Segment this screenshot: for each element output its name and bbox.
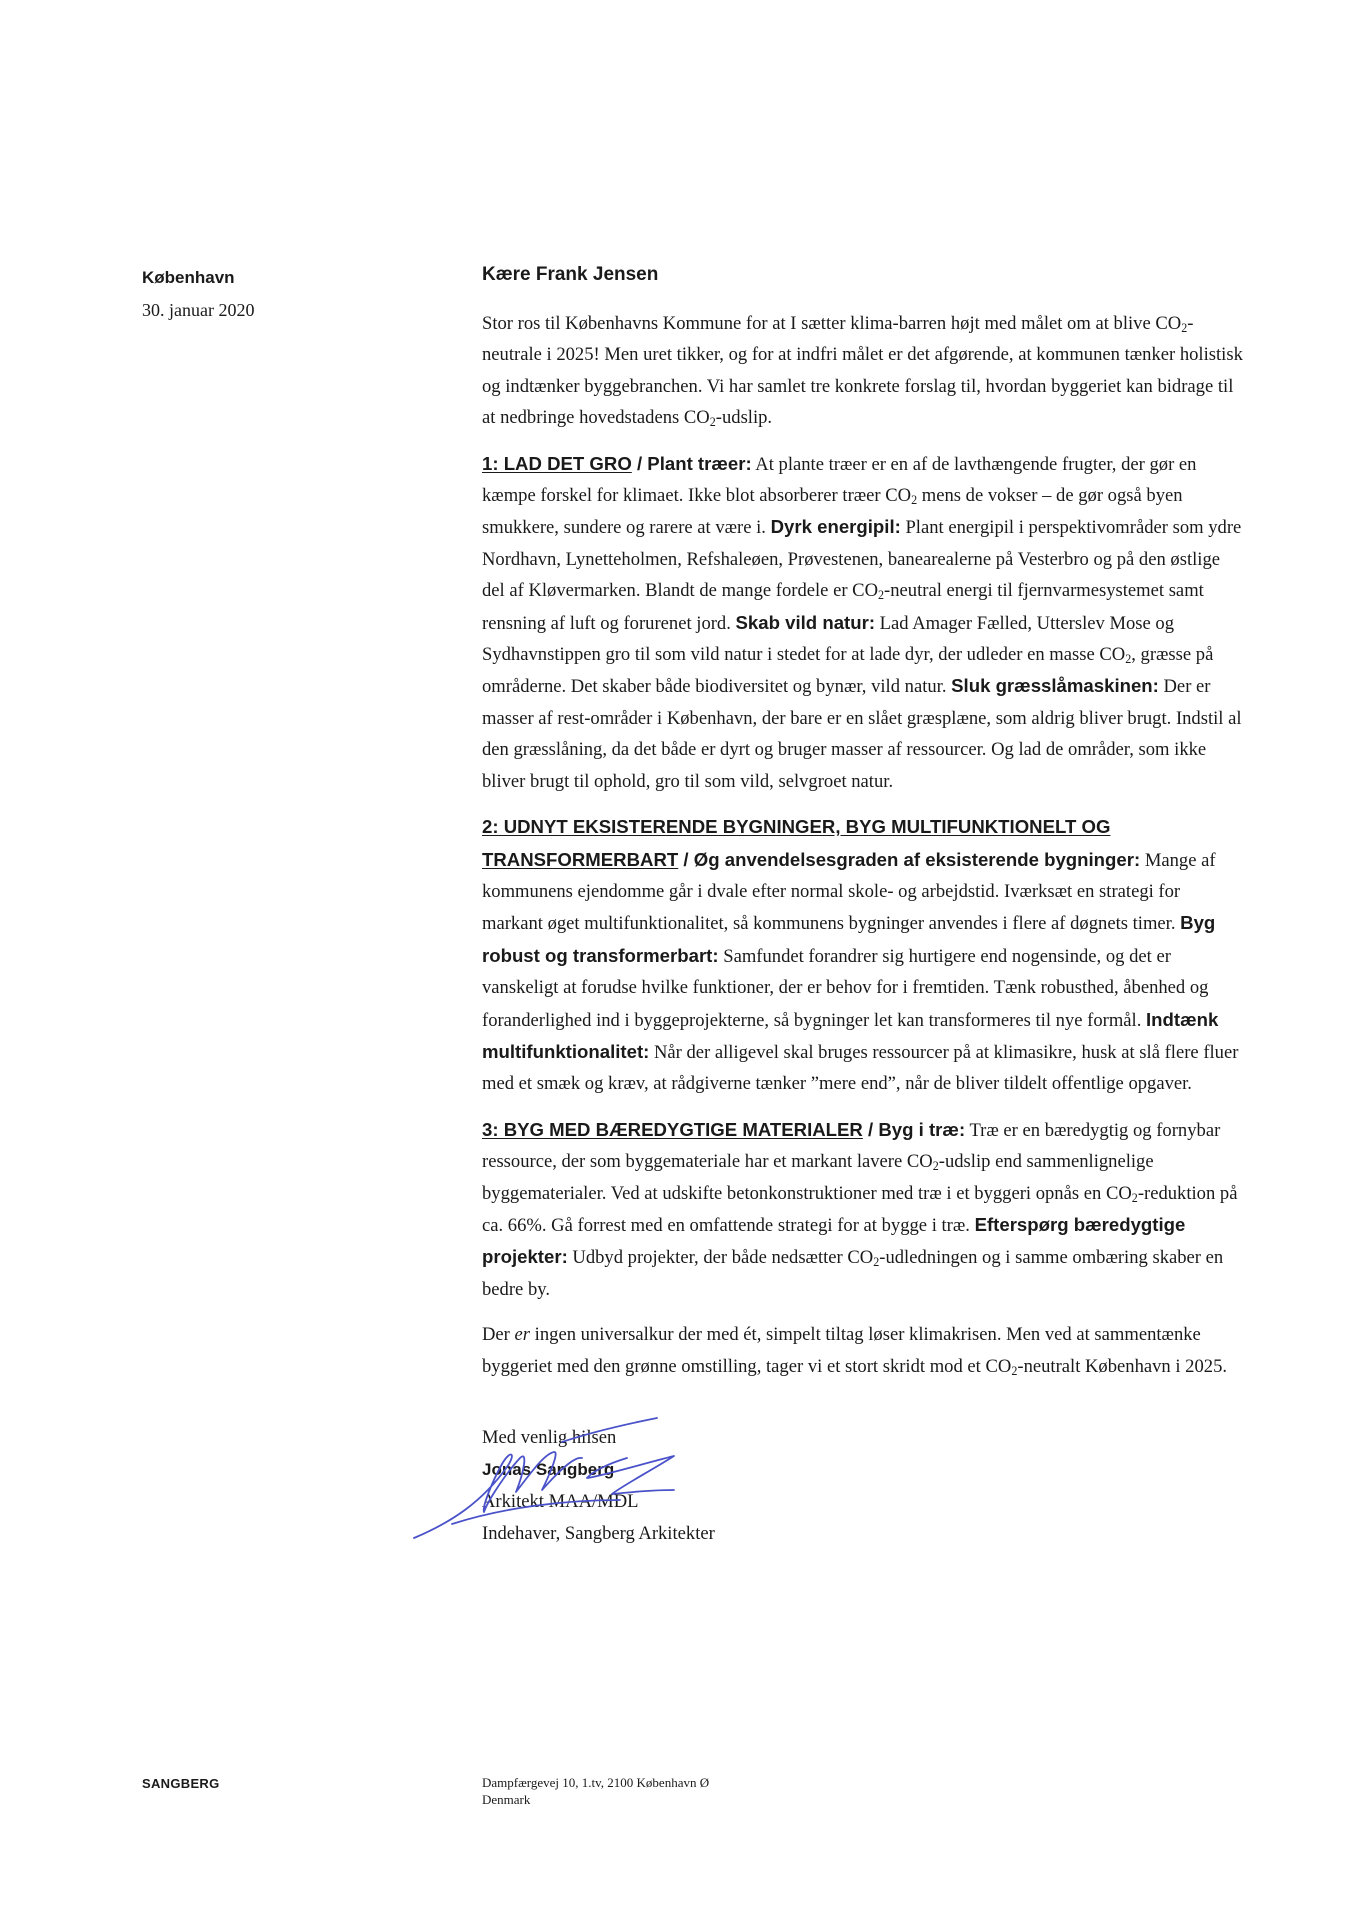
sender-block <box>142 268 392 321</box>
subheading-skab-vild-natur: Skab vild natur: <box>735 611 876 633</box>
closing-greeting: Med venlig hilsen <box>482 1427 617 1448</box>
section-3-paragraph <box>482 1114 1244 1305</box>
co2-subscript: 2 <box>911 493 918 508</box>
co2-subscript: 2 <box>878 588 885 603</box>
text: -neutralt København i 2025. <box>1017 1355 1228 1377</box>
letter-date: 30. januar 2020 <box>142 300 255 320</box>
subheading-efterspoerg: Efterspørg bæredygtige projekter: <box>482 1213 1186 1268</box>
text: At plante træer er en af de lavthængende frugter, der gør en kæmpe forskel for klimaet. Ikke blot absorberer træer CO <box>482 453 1197 507</box>
text: Når der alligevel skal bruges ressourcer på at klimasikre, husk at slå flere fluer med et smæk og kræv, at rådgiverne tænker ”mere end”, når de bliver tildelt offentlige opgaver. <box>482 1041 1239 1095</box>
closing-block <box>482 1422 1244 1550</box>
footer-address <box>482 1774 709 1808</box>
text: Der <box>482 1324 515 1346</box>
text: , græsse på områderne. Det skaber både biodiversitet og bynær, vild natur. <box>482 644 1214 698</box>
subheading-plant-traer: Plant træer: <box>647 452 752 474</box>
text: mens de vokser – de gør også byen smukkere, sundere og rarere at være i. <box>482 485 1183 539</box>
text: Plant energipil i perspektivområder som ydre Nordhavn, Lynetteholmen, Refshaleøen, Prøvestenen, banearealerne på Vesterbro og på den østlige del af Kløvermarken. Blandt de mange fordele er CO <box>482 517 1242 602</box>
section-1-paragraph <box>482 448 1244 797</box>
footer-brand: SANGBERG <box>142 1776 220 1791</box>
text: ingen universalkur der med ét, simpelt tiltag løser klimakrisen. Men ved at sammentænke byggeriet med den grønne omstilling, tager vi et stort skridt mod et CO <box>482 1324 1201 1377</box>
section-2-heading: 2: UDNYT EKSISTERENDE BYGNINGER, BYG MULTIFUNKTIONELT OG TRANSFORMERBART <box>482 816 1111 870</box>
subheading-multifunktionalitet: Indtænk multifunktionalitet: <box>482 1008 1219 1062</box>
text: -reduktion på ca. 66%. Gå forrest med en omfattende strategi for at bygge i træ. <box>482 1182 1238 1236</box>
text: Stor ros til Københavns Kommune for at I sætter klima-barren højt med målet om at blive CO <box>482 313 1182 334</box>
subheading-anvendelsesgrad: Øg anvendelsesgraden af eksisterende bygninger: <box>693 848 1141 870</box>
co2-subscript: 2 <box>1125 652 1132 667</box>
separator: / <box>631 452 648 474</box>
section-3-heading: 3: BYG MED BÆREDYGTIGE MATERIALER <box>482 1118 863 1140</box>
text: -neutrale i 2025! Men uret tikker, og for at indfri målet er det afgørende, at kommunen tænker holistisk og indtænker byggebranchen. Vi har samlet tre konkrete forslag til, hvordan byggeriet kan bidrage til at nedbringe hovedstadens CO <box>482 313 1243 429</box>
signer-title: Arkitekt MAA/MDL <box>482 1491 639 1512</box>
text: -udledningen og i samme ombæring skaber en bedre by. <box>482 1247 1224 1300</box>
co2-subscript: 2 <box>1181 321 1188 336</box>
co2-subscript: 2 <box>1131 1190 1138 1205</box>
text: -neutral energi til fjernvarmesystemet samt rensning af luft og forurenet jord. <box>482 580 1204 634</box>
separator: / <box>862 1118 879 1140</box>
section-2-paragraph <box>482 811 1244 1100</box>
co2-subscript: 2 <box>1011 1363 1018 1378</box>
subheading-byg-robust: Byg robust og transformerbart: <box>482 912 1216 966</box>
subheading-sluk-graesslaamaskinen: Sluk græsslåmaskinen: <box>951 675 1159 697</box>
intro-paragraph <box>482 308 1244 434</box>
text: -udslip end sammenlignelige byggematerialer. Ved at udskifte betonkonstruktioner med træ i et byggeri opnås en CO <box>482 1151 1154 1204</box>
section-1-heading: 1: LAD DET GRO <box>482 452 632 474</box>
salutation: Kære Frank Jensen <box>482 264 659 285</box>
conclusion-paragraph <box>482 1319 1244 1382</box>
address-line-2: Denmark <box>482 1792 531 1807</box>
text: -udslip. <box>715 407 773 429</box>
co2-subscript: 2 <box>873 1255 880 1270</box>
letter-body <box>482 264 1244 1550</box>
text: Lad Amager Fælled, Utterslev Mose og Sydhavnstippen gro til som vild natur i stedet for at lade dyr, der udleder en masse CO <box>482 612 1175 666</box>
text: Der er masser af rest-områder i København, der bare er en slået græsplæne, som aldrig bliver brugt. Indstil al den græsslåning, da det både er dyrt og bruger masser af ressourcer. Og lad de områder, som ikke bliver brugt til ophold, gro til som vild, selvgroet natur. <box>482 676 1242 792</box>
co2-subscript: 2 <box>709 415 716 430</box>
signer-company: Indehaver, Sangberg Arkitekter <box>482 1523 715 1544</box>
separator: / <box>678 848 694 870</box>
subheading-dyrk-energipil: Dyrk energipil: <box>770 516 901 538</box>
subheading-byg-i-trae: Byg i træ: <box>878 1118 966 1140</box>
co2-subscript: 2 <box>932 1159 939 1174</box>
text: Træ er en bæredygtig og fornybar ressource, der som byggemateriale har et markant lavere CO <box>482 1119 1221 1173</box>
address-line-1: Dampfærgevej 10, 1.tv, 2100 København Ø <box>482 1775 710 1790</box>
text: Mange af kommunens ejendomme går i dvale efter normal skole- og arbejdstid. Iværksæt en strategi for markant øget multifunktionalitet, så kommunens bygninger anvendes i flere af døgnets timer. <box>482 849 1216 935</box>
text: Udbyd projekter, der både nedsætter CO <box>567 1247 874 1269</box>
signer-name: Jonas Sangberg <box>482 1460 615 1479</box>
emphasis: er <box>514 1324 531 1346</box>
sender-city: København <box>142 268 235 287</box>
text: Samfundet forandrer sig hurtigere end nogensinde, og det er vanskeligt at forudse hvilke funktioner, der er behov for i fremtiden. Tænk robusthed, åbenhed og foranderlighed ind i byggeprojekterne, så bygninger let kan transformeres til nye formål. <box>482 945 1209 1031</box>
